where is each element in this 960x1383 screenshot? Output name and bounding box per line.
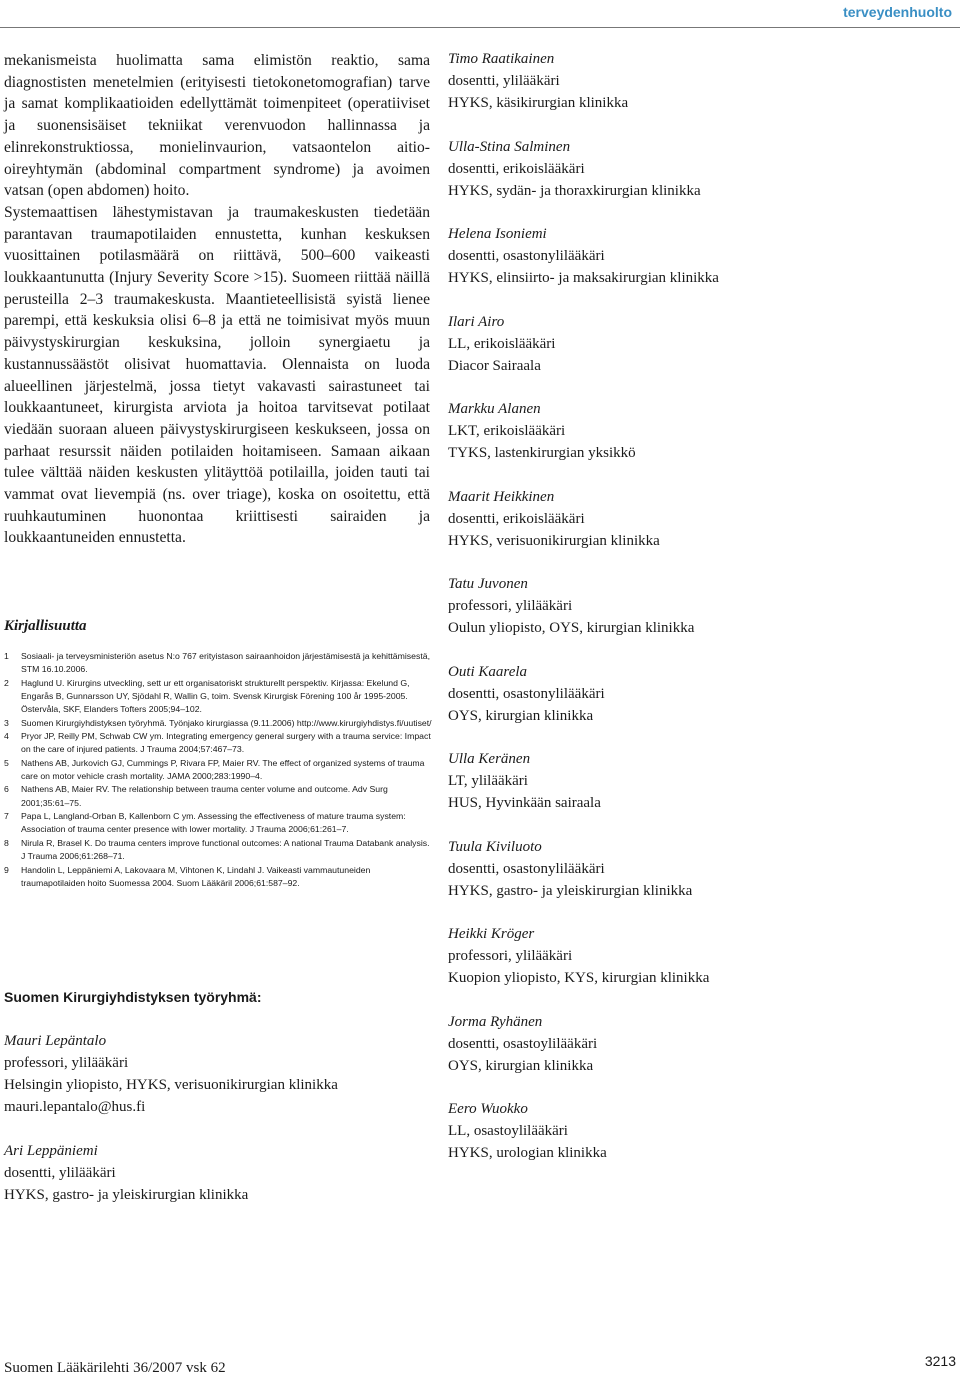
reference-number: 6 [4, 784, 9, 795]
body-paragraph-2: Systemaattisen lähestymistavan ja traumakeskusten tiedetään parantavan traumapotilaiden ennustetta, kunhan keskuksen vuosittainen potilasmäärä on riittävä, 500–600 vaikeasti loukkaantunutta (Injury Severity Score >15). Suomeen riittää näillä perusteilla 2–3 traumakeskusta. Maantieteellisistä syistä lienee parempi, että keskuksia olisi 6–8 ja että ne toimisivat myös muun päivystyskirurgian keskuksina, jolloin synergiaetu ja kustannussäästöt olisivat huomattavia. Olennaista on luoda alueellinen järjestelmä, jossa tietyt vakavasti sairastuneet tai loukkaantuneet, kirurgista arviota ja hoitoa tarvitsevat potilaat viedään suoraan alueen päivystyskirurgiseen keskukseen, jossa on parhaat resurssit näiden potilaiden hoitamiseen. Samaan aikaan tulee välttää näiden keskusten ylitäyttöä potilailla, joiden tauti tai vammat ovat lievempiä (ns. over triage), koska on osoitettu, että ruuhkautuminen huonontaa kriittisesti sairaiden ja loukkaantuneiden ennustetta. [4, 203, 430, 547]
reference-text: Nathens AB, Maier RV. The relationship between trauma center volume and outcome. Adv Surg 2001;35:61–75. [21, 784, 388, 808]
member-affiliation: HUS, Hyvinkään sairaala [448, 795, 601, 811]
member-entry [448, 573, 948, 639]
member-name: Outi Kaarela [448, 663, 528, 680]
member-affiliation: HYKS, gastro- ja yleiskirurgian klinikka [448, 882, 693, 899]
article-body [4, 50, 430, 549]
member-affiliation: HYKS, sydän- ja thoraxkirurgian klinikka [448, 182, 701, 199]
member-name: Helena Isoniemi [448, 226, 547, 242]
member-name: Eero Wuokko [448, 1101, 528, 1117]
member-title: professori, ylilääkäri [448, 948, 573, 964]
body-paragraph-1: mekanismeista huolimatta sama elimistön reaktio, sama diagnostisten menetelmien (erityisesti tietokonetomografian) tarve ja samat komplikaatioiden edellyttämät toimenpiteet (operatiiviset ja suonensisäiset tekniikat verenvuodon hallinnassa ja elinrekonstruktiossa, monielinvaurion, vatsaontelon aitio-oireyhtymän (abdominal compartment syndrome) ja avoimen vatsan (open abdomen) hoito. [4, 52, 430, 200]
reference-text: Papa L, Langland-Orban B, Kallenborn C ym. Assessing the effectiveness of mature trauma system: Association of trauma center presence with lower mortality. J Trauma 2006;61:261–7. [21, 811, 406, 835]
member-title: dosentti, erikoislääkäri [448, 510, 585, 527]
member-entry [448, 1098, 948, 1164]
member-name: Tatu Juvonen [448, 576, 528, 592]
reference-item [4, 757, 432, 784]
page-number: 3213 [924, 1353, 956, 1369]
reference-item [4, 810, 432, 837]
member-entry [448, 136, 948, 202]
working-group-right [448, 48, 948, 1186]
member-entry [448, 836, 948, 902]
member-title: LT, ylilääkäri [448, 773, 528, 789]
member-title: dosentti, osastonylilääkäri [448, 248, 605, 264]
member-affiliation: HYKS, käsikirurgian klinikka [448, 95, 629, 111]
working-group-heading: Suomen Kirurgiyhdistyksen työryhmä: [4, 989, 262, 1005]
reference-number: 1 [4, 651, 9, 661]
member-title: dosentti, erikoislääkäri [448, 160, 585, 177]
member-name: Ilari Airo [448, 313, 505, 330]
member-name: Maarit Heikkinen [448, 488, 555, 505]
member-entry [448, 1011, 948, 1077]
member-title: dosentti, ylilääkäri [4, 1165, 116, 1181]
member-entry [448, 486, 948, 552]
member-entry [448, 923, 948, 989]
member-affiliation: Helsingin yliopisto, HYKS, verisuonikirurgian klinikka [4, 1077, 338, 1093]
reference-item [4, 730, 432, 757]
member-entry [448, 48, 948, 114]
references-heading: Kirjallisuutta [4, 618, 87, 634]
member-email[interactable]: mauri.lepantalo@hus.fi [4, 1099, 146, 1115]
member-affiliation: HYKS, verisuonikirurgian klinikka [448, 532, 660, 549]
reference-text: Handolin L, Leppäniemi A, Lakovaara M, Vihtonen K, Lindahl J. Vaikeasti vammautuneiden traumapotilaiden hoito Suomessa 2004. Suom Lääkäril 2006;61:587–92. [21, 864, 371, 888]
section-tag: terveydenhuolto [843, 4, 952, 20]
member-name: Timo Raatikainen [448, 51, 555, 67]
member-entry [448, 223, 948, 289]
member-title: professori, ylilääkäri [4, 1055, 129, 1071]
reference-item [4, 717, 432, 730]
reference-item [4, 783, 432, 810]
member-name: Mauri Lepäntalo [4, 1033, 107, 1049]
member-entry [448, 661, 948, 727]
reference-number: 4 [4, 731, 9, 742]
member-entry [448, 748, 948, 814]
working-group-left [4, 1030, 434, 1228]
reference-text: Suomen Kirurgiyhdistyksen työryhmä. Työnjako kirurgiassa (9.11.2006) http://www.kirurgiyhdistys.fi/uutiset/ [21, 717, 432, 728]
references-list [4, 650, 432, 890]
member-affiliation: HYKS, elinsiirto- ja maksakirurgian klinikka [448, 270, 719, 286]
member-entry [4, 1030, 434, 1118]
member-entry [448, 311, 948, 377]
member-name: Tuula Kiviluoto [448, 838, 542, 855]
reference-number: 8 [4, 837, 9, 848]
member-title: LKT, erikoislääkäri [448, 423, 566, 439]
reference-item [4, 864, 432, 891]
member-name: Ulla Keränen [448, 751, 531, 767]
reference-number: 5 [4, 757, 9, 768]
member-affiliation: OYS, kirurgian klinikka [448, 707, 594, 724]
member-name: Heikki Kröger [448, 926, 535, 942]
reference-item [4, 837, 432, 864]
member-title: LL, erikoislääkäri [448, 335, 556, 352]
reference-number: 2 [4, 677, 9, 688]
member-affiliation: TYKS, lastenkirurgian yksikkö [448, 445, 636, 461]
member-entry [4, 1140, 434, 1206]
member-title: LL, osastoylilääkäri [448, 1123, 568, 1139]
member-title: dosentti, osastonylilääkäri [448, 685, 605, 702]
member-name: Ari Leppäniemi [4, 1143, 98, 1159]
member-affiliation: Diacor Sairaala [448, 357, 541, 374]
member-title: dosentti, ylilääkäri [448, 73, 560, 89]
member-title: professori, ylilääkäri [448, 598, 573, 614]
top-rule [0, 27, 960, 28]
member-name: Jorma Ryhänen [448, 1013, 543, 1030]
reference-text: Sosiaali- ja terveysministeriön asetus N:o 767 erityistason sairaanhoidon järjestämisestä ja kehittämisestä, STM 16.10.2006. [21, 651, 430, 675]
reference-text: Nirula R, Brasel K. Do trauma centers improve functional outcomes: A national Trauma Databank analysis. J Trauma 2006;61:268–71. [21, 837, 430, 862]
reference-number: 3 [4, 717, 9, 728]
reference-number: 9 [4, 864, 9, 875]
member-title: dosentti, osastoylilääkäri [448, 1035, 598, 1052]
member-affiliation: HYKS, urologian klinikka [448, 1145, 607, 1161]
member-name: Ulla-Stina Salminen [448, 138, 571, 155]
reference-item [4, 650, 432, 677]
reference-text: Haglund U. Kirurgins utveckling, sett ur ett organisatoriskt strukturellt perspektiv. Kirjassa: Ekelund G, Engarås B, Gunnarsson UY, Sjödahl R, Wallin G, toim. Svensk Kirurgisk Förening 100 år 1995-2005. Östervåla, SKF, Elanders Tofters 2005;94–102. [21, 677, 410, 715]
reference-item [4, 677, 432, 717]
member-name: Markku Alanen [448, 401, 541, 417]
footer-journal: Suomen Lääkärilehti 36/2007 vsk 62 [4, 1360, 226, 1376]
reference-text: Pryor JP, Reilly PM, Schwab CW ym. Integrating emergency general surgery with a trauma service: Impact on the care of injured patients. J Trauma 2004;57:467–73. [21, 731, 431, 755]
member-entry [448, 398, 948, 464]
reference-number: 7 [4, 811, 9, 822]
member-affiliation: OYS, kirurgian klinikka [448, 1057, 594, 1074]
member-affiliation: Kuopion yliopisto, KYS, kirurgian klinikka [448, 970, 710, 986]
member-title: dosentti, osastonylilääkäri [448, 860, 605, 877]
member-affiliation: Oulun yliopisto, OYS, kirurgian klinikka [448, 620, 695, 636]
reference-text: Nathens AB, Jurkovich GJ, Cummings P, Rivara FP, Maier RV. The effect of organized systems of trauma care on motor vehicle crash mortality. JAMA 2000;283:1990–4. [21, 757, 425, 782]
member-affiliation: HYKS, gastro- ja yleiskirurgian klinikka [4, 1187, 249, 1203]
